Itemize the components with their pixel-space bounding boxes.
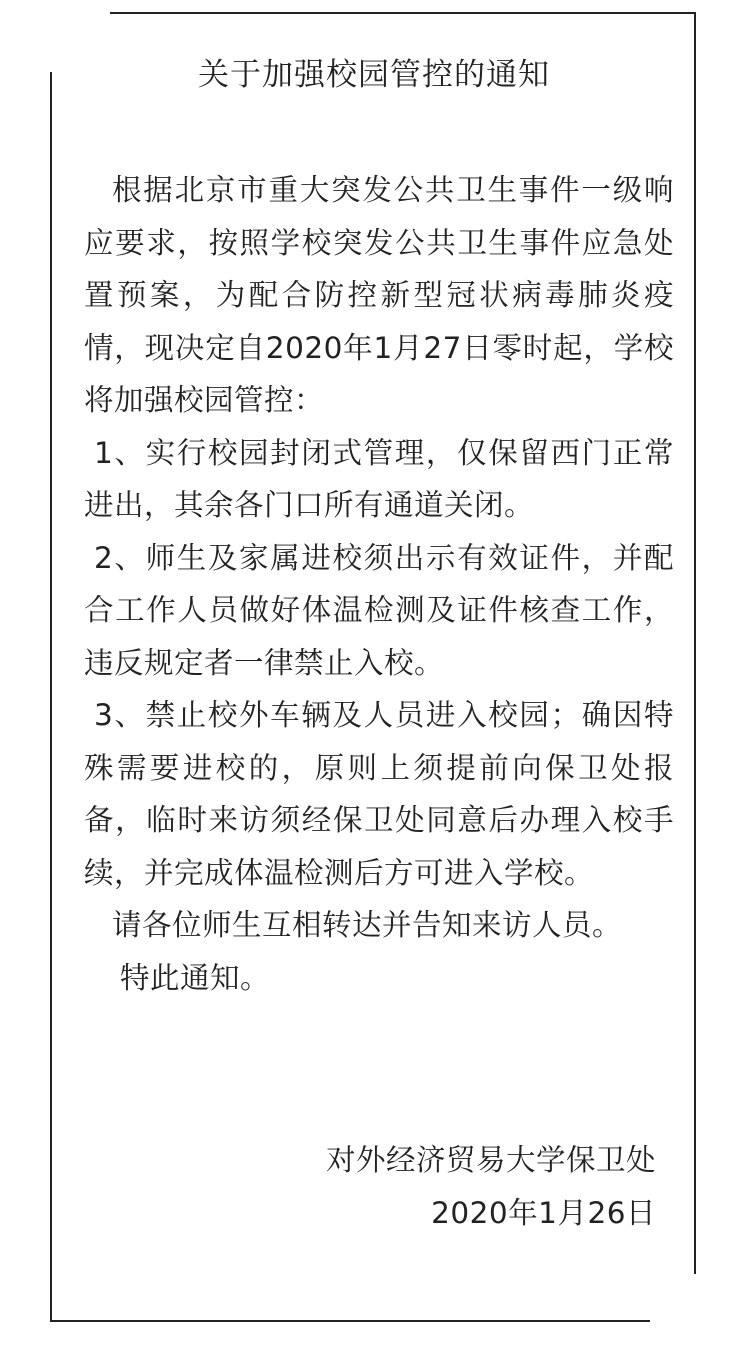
item-2: 2、师生及家属进校须出示有效证件，并配合工作人员做好体温检测及证件核查工作，违反规定者一律禁止入校。	[84, 540, 674, 680]
notice-body	[84, 164, 674, 1004]
signature-block	[326, 1134, 656, 1240]
closing-notice: 特此通知。	[120, 960, 271, 995]
frame-top-line	[110, 12, 696, 14]
item-1: 1、实行校园封闭式管理，仅保留西门正常进出，其余各门口所有通道关闭。	[84, 435, 674, 522]
notice-title: 关于加强校园管控的通知	[198, 57, 550, 93]
item-3: 3、禁止校外车辆及人员进入校园；确因特殊需要进校的，原则上须提前向保卫处报备，临时来访须经保卫处同意后办理入校手续，并完成体温检测后方可进入学校。	[84, 698, 674, 890]
intro-paragraph: 根据北京市重大突发公共卫生事件一级响应要求，按照学校突发公共卫生事件应急处置预案，为配合防控新型冠状病毒肺炎疫情，现决定自2020年1月27日零时起，学校将加强校园管控：	[84, 173, 674, 417]
issuer-name: 对外经济贸易大学保卫处	[325, 1143, 656, 1177]
closing-request: 请各位师生互相转达并告知来访人员。	[112, 908, 623, 942]
frame-right-line	[694, 12, 696, 1274]
issue-date: 2020年1月26日	[431, 1196, 656, 1230]
frame-left-line	[50, 72, 52, 1322]
frame-bottom-line	[50, 1320, 650, 1322]
